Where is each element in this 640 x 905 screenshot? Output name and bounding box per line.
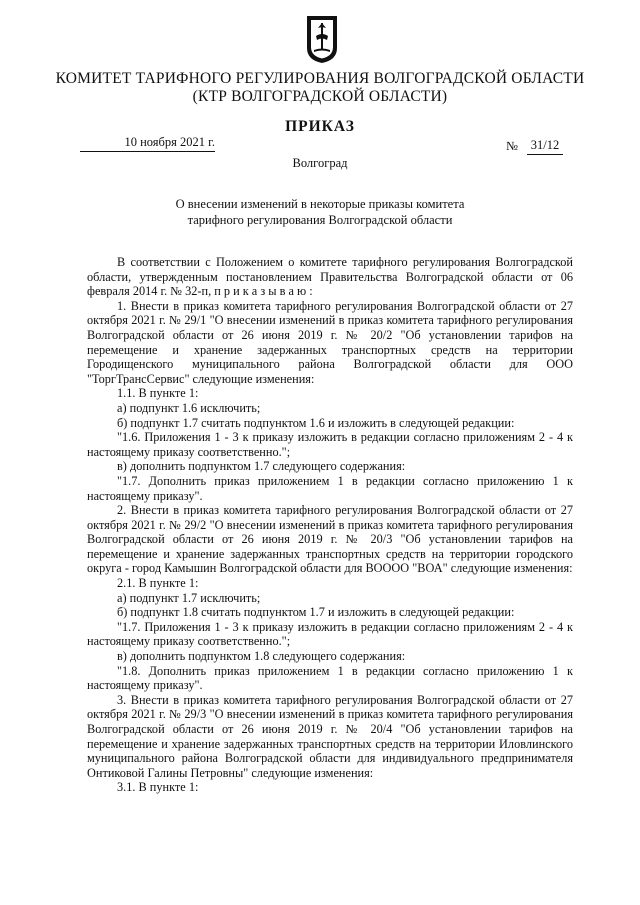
organization-abbreviation: (КТР ВОЛГОГРАДСКОЙ ОБЛАСТИ) [192,88,448,105]
document-subject [100,196,540,228]
document-type-title: ПРИКАЗ [285,118,355,135]
paragraph: 1. Внести в приказ комитета тарифного регулирования Волгоградской области от 27 октября 2021 г. № 29/1 "О внесении изменений в приказ комитета тарифного регулирования Волгоградской области от 26 июня 2019 г. № 20/2 "Об установлении тарифов на перемещение и хранение задержанных транспортных средств на территории Городищенского муниципального района Волгоградской области для ООО "ТоргТрансСервис" следующие изменения: [87,298,573,386]
paragraph: "1.7. Приложения 1 - 3 к приказу изложить в редакции согласно приложениям 2 - 4 к настоящему приказу соответственно."; [87,619,573,649]
volgograd-emblem-icon [305,14,339,64]
document-body [87,255,573,795]
paragraph: в) дополнить подпунктом 1.7 следующего содержания: [117,459,406,474]
paragraph: В соответствии с Положением о комитете тарифного регулирования Волгоградской области, утвержденным постановлением Правительства Волгоградской области от 06 февраля 2014 г. № 32-п, п р и к а з ы в а ю : [87,255,573,299]
paragraph: 1.1. В пункте 1: [117,386,199,401]
subject-line: О внесении изменений в некоторые приказы комитета [175,197,465,211]
paragraph: 2. Внести в приказ комитета тарифного регулирования Волгоградской области от 27 октября 2021 г. № 29/2 "О внесении изменений в приказ комитета тарифного регулирования Волгоградской области от 26 июня 2019 г. № 20/3 "Об установлении тарифов на перемещение и хранение задержанных транспортных средств на территории городского округа - город Камышин Волгоградской области для ВОООО "ВОА" следующие изменения: [87,503,573,576]
document-city: Волгоград [292,156,348,170]
paragraph: 3.1. В пункте 1: [117,780,199,795]
paragraph: "1.6. Приложения 1 - 3 к приказу изложить в редакции согласно приложениям 2 - 4 к настоящему приказу соответственно."; [87,430,573,459]
paragraph: б) подпункт 1.8 считать подпунктом 1.7 и изложить в следующей редакции: [117,605,515,620]
paragraph: 2.1. В пункте 1: [117,576,199,591]
paragraph: "1.7. Дополнить приказ приложением 1 в редакции согласно приложению 1 к настоящему приказу". [87,473,573,503]
paragraph: 3. Внести в приказ комитета тарифного регулирования Волгоградской области от 27 октября 2021 г. № 29/3 "О внесении изменений в приказ комитета тарифного регулирования Волгоградской области от 26 июня 2019 г. № 20/4 "Об установлении тарифов на перемещение и хранение задержанных транспортных средств на территории Иловлинского муниципального района Волгоградской области для индивидуального предпринимателя Онтиковой Галины Петровны" следующие изменения: [87,692,573,780]
document-date: 10 ноября 2021 г. [80,135,215,152]
paragraph: а) подпункт 1.7 исключить; [117,590,261,605]
paragraph: а) подпункт 1.6 исключить; [117,400,261,415]
paragraph: "1.8. Дополнить приказ приложением 1 в редакции согласно приложению 1 к настоящему приказу". [87,663,573,693]
paragraph: в) дополнить подпунктом 1.8 следующего содержания: [117,649,406,664]
document-number-label: № [506,139,518,153]
subject-line: тарифного регулирования Волгоградской области [187,213,453,227]
organization-name: КОМИТЕТ ТАРИФНОГО РЕГУЛИРОВАНИЯ ВОЛГОГРАДСКОЙ ОБЛАСТИ [55,70,585,87]
document-number: 31/12 [527,138,563,155]
paragraph: б) подпункт 1.7 считать подпунктом 1.6 и изложить в следующей редакции: [117,415,515,430]
